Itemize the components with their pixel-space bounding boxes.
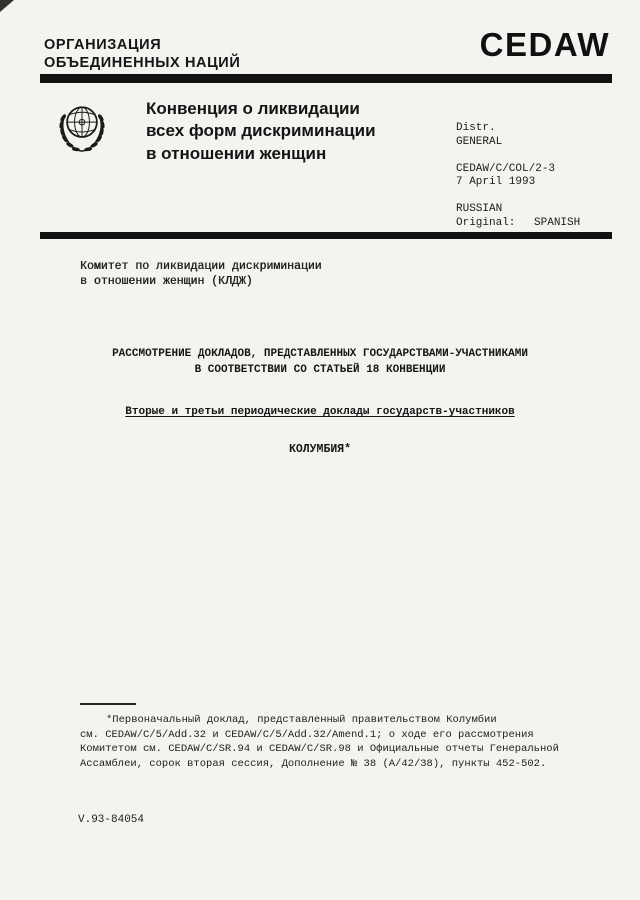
- document-language: RUSSIAN: [456, 203, 503, 215]
- original-label: Original:: [456, 216, 516, 229]
- footnote-line: см. CEDAW/C/5/Add.32 и CEDAW/C/5/Add.32/Amend.1; о ходе его рассмотрения: [80, 728, 534, 741]
- committee-line2: в отношении женщин (КЛДЖ): [80, 274, 253, 288]
- main-heading-line2: В СООТВЕТСТВИИ СО СТАТЬЕЙ 18 КОНВЕНЦИИ: [194, 363, 446, 376]
- convention-title-line3: в отношении женщин: [146, 143, 327, 163]
- main-heading: [0, 347, 640, 379]
- scan-artifact: [0, 0, 14, 12]
- top-rule: [40, 74, 612, 83]
- convention-title-line2: всех форм дискриминации: [146, 121, 376, 141]
- org-name-line1: ОРГАНИЗАЦИЯ: [44, 37, 162, 53]
- document-date: 7 April 1993: [456, 176, 536, 189]
- un-emblem-icon: [54, 98, 110, 162]
- convention-title-line1: Конвенция о ликвидации: [146, 99, 360, 118]
- footnote: [80, 713, 596, 772]
- cedaw-logo: CEDAW: [479, 26, 610, 63]
- committee-line1: Комитет по ликвидации дискриминации: [80, 260, 322, 273]
- document-number: V.93-84054: [78, 814, 145, 826]
- footnote-line: *Первоначальный доклад, представленный правительством Колумбии: [106, 714, 497, 726]
- distr-group-language: [456, 203, 580, 231]
- convention-title: [146, 98, 376, 165]
- distribution-block: [456, 122, 580, 244]
- original-language: SPANISH: [534, 216, 581, 229]
- original-language-row: [456, 217, 580, 231]
- mid-rule: [40, 232, 612, 239]
- country-title: КОЛУМБИЯ*: [288, 443, 352, 456]
- distr-group-symbol: [456, 163, 580, 191]
- org-name-line2: ОБЪЕДИНЕННЫХ НАЦИЙ: [44, 55, 241, 72]
- distr-label: Distr.: [456, 122, 496, 134]
- subheading: [0, 406, 640, 418]
- committee-name: [80, 260, 322, 290]
- document-symbol: CEDAW/C/COL/2-3: [456, 162, 556, 175]
- main-heading-line1: РАССМОТРЕНИЕ ДОКЛАДОВ, ПРЕДСТАВЛЕННЫХ ГОСУДАРСТВАМИ-УЧАСТНИКАМИ: [112, 348, 528, 360]
- un-org-name: [44, 36, 240, 72]
- distr-type: GENERAL: [456, 135, 503, 148]
- subheading-text: Вторые и третьи периодические доклады государств-участников: [125, 406, 515, 418]
- footnote-line: Комитетом см. CEDAW/C/SR.94 и CEDAW/C/SR.98 и Официальные отчеты Генеральной: [80, 743, 559, 756]
- footnote-line: Ассамблеи, сорок вторая сессия, Дополнение № 38 (A/42/38), пункты 452-502.: [80, 758, 547, 771]
- footnote-separator: [80, 703, 136, 705]
- distr-group-type: [456, 122, 580, 150]
